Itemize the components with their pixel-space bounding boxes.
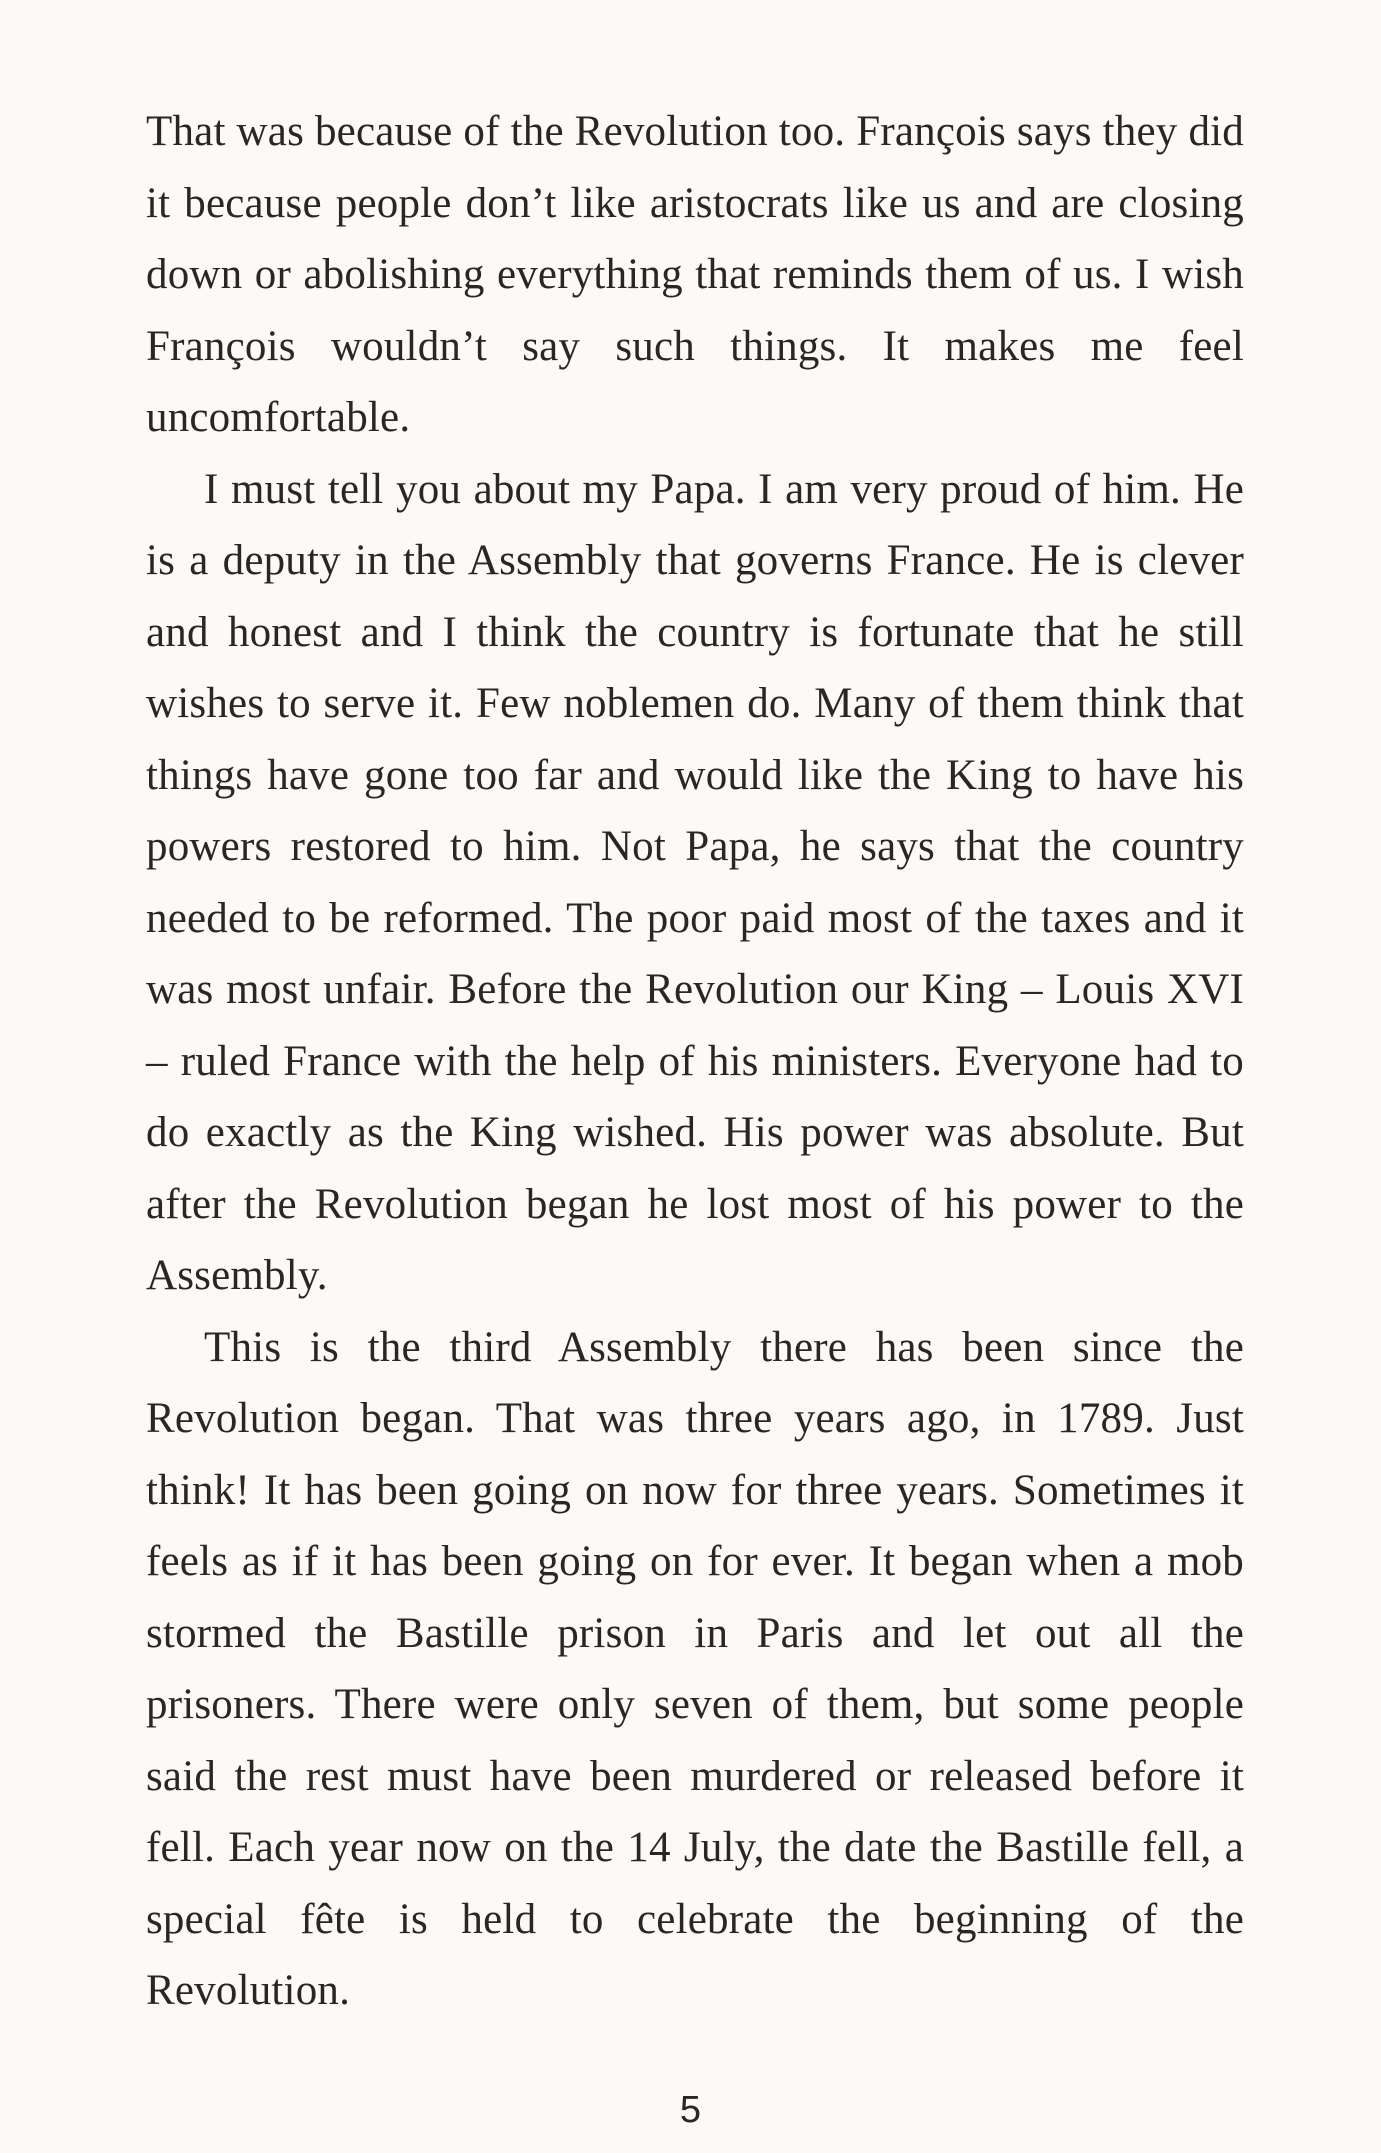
paragraph-1: That was because of the Revolution too. François says they did it because people don’t like aristocrats like us and are closing down or abolishing everything that reminds them of us. I wish François wouldn’t say such things. It makes me feel uncomfortable. [146,108,1244,441]
paragraph-2: I must tell you about my Papa. I am very proud of him. He is a deputy in the Assembly that governs France. He is clever and honest and I think the country is fortunate that he still wishes to serve it. Few noblemen do. Many of them think that things have gone too far and would like the King to have his powers restored to him. Not Papa, he says that the country needed to be reformed. The poor paid most of the taxes and it was most unfair. Before the Revolution our King – Louis XVI – ruled France with the help of his ministers. Everyone had to do exactly as the King wished. His power was absolute. But after the Revolution began he lost most of his power to the Assembly. [146,465,1244,1299]
page-number: 5 [679,2089,702,2131]
body-text [146,96,1244,2027]
paragraph-3: This is the third Assembly there has been since the Revolution began. That was three years ago, in 1789. Just think! It has been going on now for three years. Sometimes it feels as if it has been going on for ever. It began when a mob stormed the Bastille prison in Paris and let out all the prisoners. There were only seven of them, but some people said the rest must have been murdered or released before it fell. Each year now on the 14 July, the date the Bastille fell, a special fête is held to celebrate the beginning of the Revolution. [146,1323,1244,2014]
